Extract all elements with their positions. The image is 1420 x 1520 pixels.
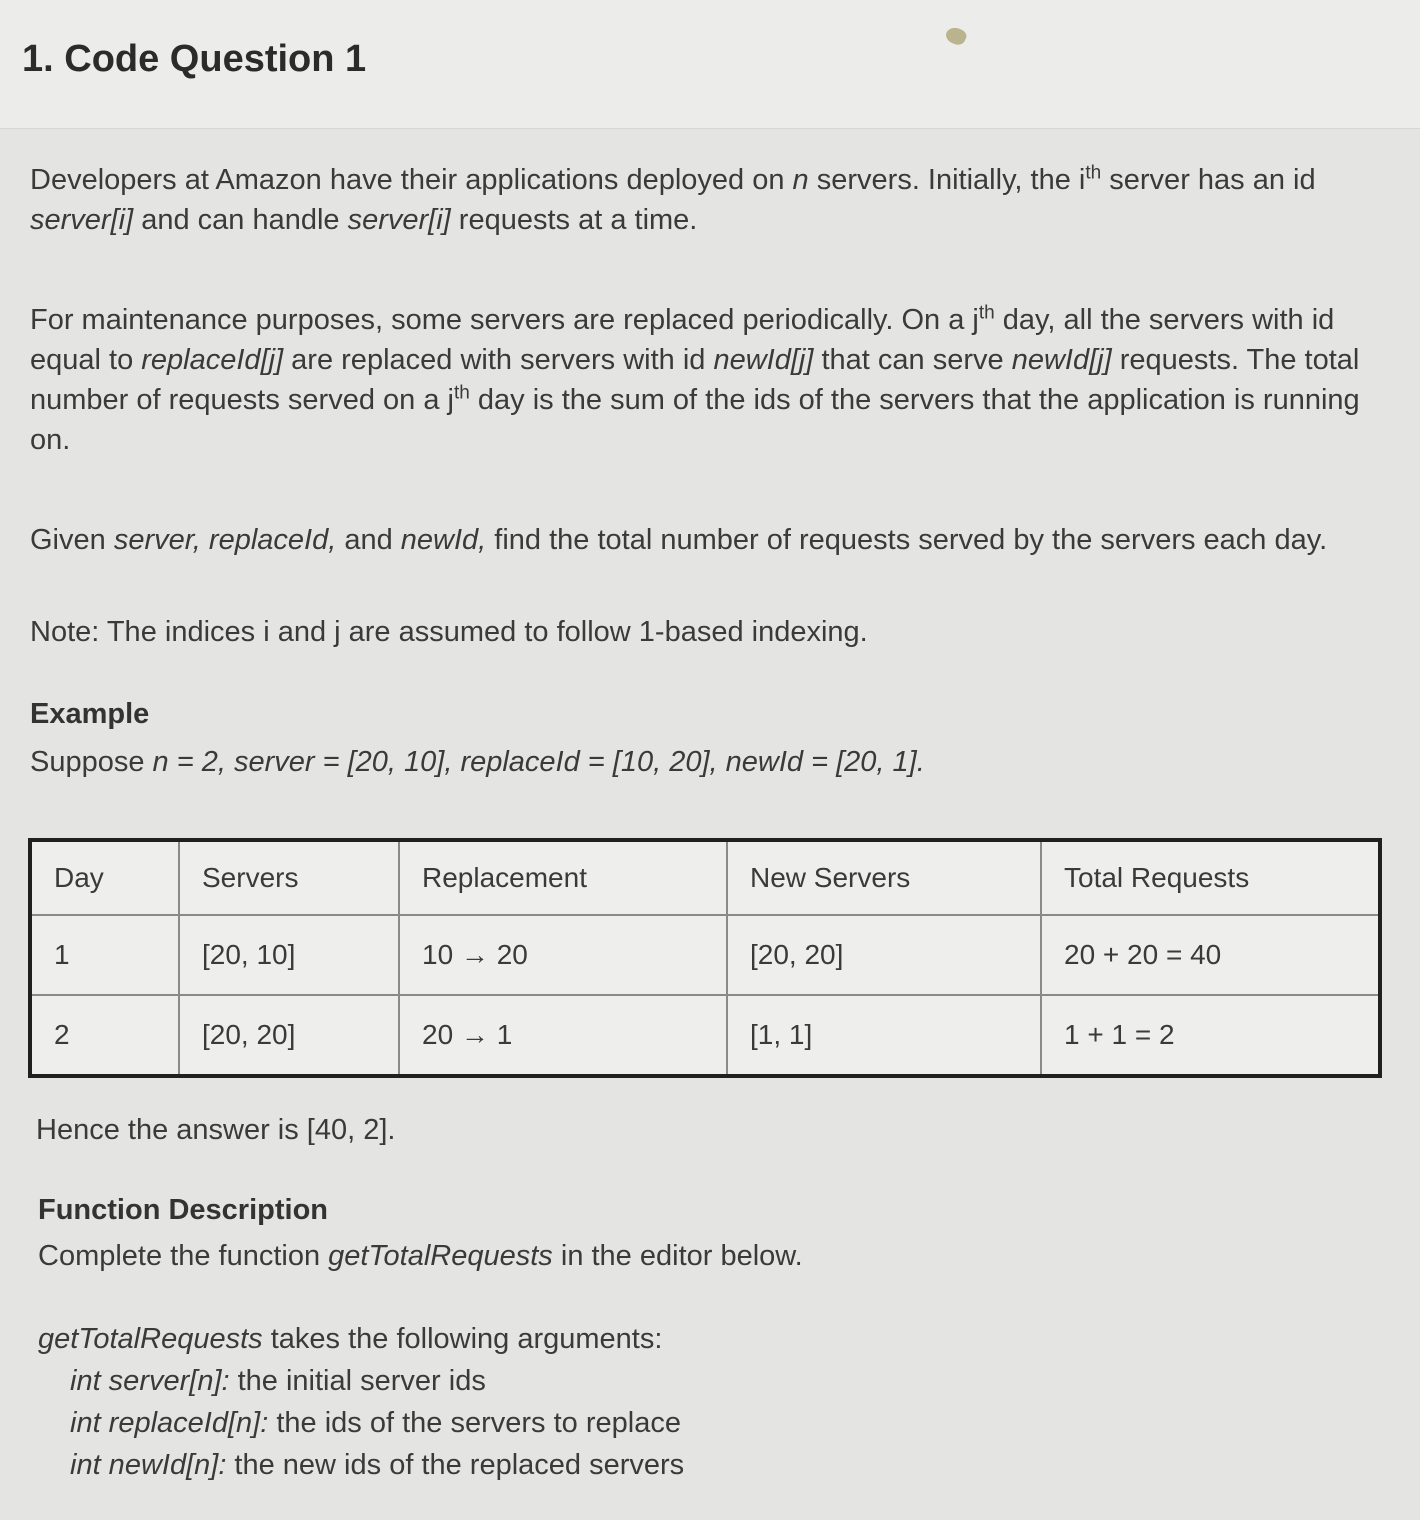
intro-paragraph-2: [30, 300, 1395, 460]
superscript: th: [453, 382, 470, 404]
var-new-id: newId,: [400, 524, 487, 556]
argument-description: the ids of the servers to replace: [268, 1407, 681, 1439]
header-day: Day: [30, 840, 179, 915]
cell-replacement: 10 → 20: [399, 915, 727, 995]
cell-new-servers: [1, 1]: [727, 995, 1041, 1076]
cell-total-requests: 1 + 1 = 2: [1041, 995, 1380, 1076]
question-header: [0, 0, 1420, 129]
text: Suppose: [30, 746, 153, 778]
argument-signature: int server[n]:: [70, 1365, 230, 1397]
cell-servers: [20, 20]: [179, 995, 399, 1076]
var-server-replace: server, replaceId,: [113, 524, 337, 556]
text: server has an id: [1101, 164, 1316, 196]
text: requests at a time.: [450, 204, 698, 236]
text: in the editor below.: [552, 1240, 803, 1272]
var-server-i: server[i]: [30, 204, 134, 236]
header-replacement: Replacement: [399, 840, 727, 915]
text: Complete the function: [38, 1240, 329, 1272]
text: requests. The total number of requests served on a j: [30, 344, 1360, 416]
function-name: getTotalRequests: [38, 1323, 263, 1355]
argument-signature: int newId[n]:: [70, 1449, 227, 1481]
answer-text: Hence the answer is [40, 2].: [36, 1114, 396, 1146]
argument-description: the initial server ids: [229, 1365, 486, 1397]
text: Given: [30, 524, 114, 556]
text: day, all the servers with id equal to: [30, 304, 1335, 376]
text: day is the sum of the ids of the servers that the application is running on.: [30, 384, 1360, 456]
var-n: n: [792, 164, 809, 196]
text: Developers at Amazon have their applications deployed on: [30, 164, 793, 196]
example-values: n = 2, server = [20, 10], replaceId = [10, 20], newId = [20, 1].: [152, 746, 925, 778]
header-new-servers: New Servers: [727, 840, 1041, 915]
text: takes the following arguments:: [262, 1323, 663, 1355]
header-servers: Servers: [179, 840, 399, 915]
text: and: [336, 524, 401, 556]
question-title: 1. Code Question 1: [22, 38, 367, 80]
table-row: [30, 915, 1380, 995]
argument-item: [70, 1402, 684, 1444]
cell-servers: [20, 10]: [179, 915, 399, 995]
text: that can serve: [813, 344, 1012, 376]
text: For maintenance purposes, some servers are replaced periodically. On a j: [30, 304, 979, 336]
superscript: th: [978, 302, 995, 324]
var-server-i: server[i]: [347, 204, 451, 236]
cell-total-requests: 20 + 20 = 40: [1041, 915, 1380, 995]
text: servers. Initially, the i: [808, 164, 1086, 196]
argument-signature: int replaceId[n]:: [70, 1407, 269, 1439]
argument-item: [70, 1444, 684, 1486]
intro-paragraph-3: [30, 520, 1395, 560]
example-table: [28, 838, 1382, 1078]
cell-replacement: 20 → 1: [399, 995, 727, 1076]
example-heading: Example: [30, 698, 150, 730]
arguments-list: [38, 1318, 684, 1486]
header-total-requests: Total Requests: [1041, 840, 1380, 915]
example-suppose: [30, 742, 1395, 782]
text: and can handle: [133, 204, 348, 236]
intro-paragraph-1: [30, 160, 1395, 240]
function-description-heading: Function Description: [38, 1194, 328, 1226]
text: are replaced with servers with id: [283, 344, 714, 376]
cell-day: 1: [30, 915, 179, 995]
note-paragraph: Note: The indices i and j are assumed to follow 1-based indexing.: [30, 616, 868, 648]
function-name: getTotalRequests: [328, 1240, 553, 1272]
var-replace-id: replaceId[j]: [141, 344, 284, 376]
function-description-text: [38, 1236, 1403, 1276]
arguments-intro: [38, 1323, 662, 1355]
screen-smudge: [944, 25, 969, 48]
cell-day: 2: [30, 995, 179, 1076]
table-header-row: [30, 840, 1380, 915]
superscript: th: [1085, 162, 1102, 184]
cell-new-servers: [20, 20]: [727, 915, 1041, 995]
var-new-id: newId[j]: [1011, 344, 1112, 376]
var-new-id: newId[j]: [713, 344, 814, 376]
text: find the total number of requests served by the servers each day.: [486, 524, 1328, 556]
argument-item: [70, 1360, 684, 1402]
table-row: [30, 995, 1380, 1076]
argument-description: the new ids of the replaced servers: [226, 1449, 685, 1481]
